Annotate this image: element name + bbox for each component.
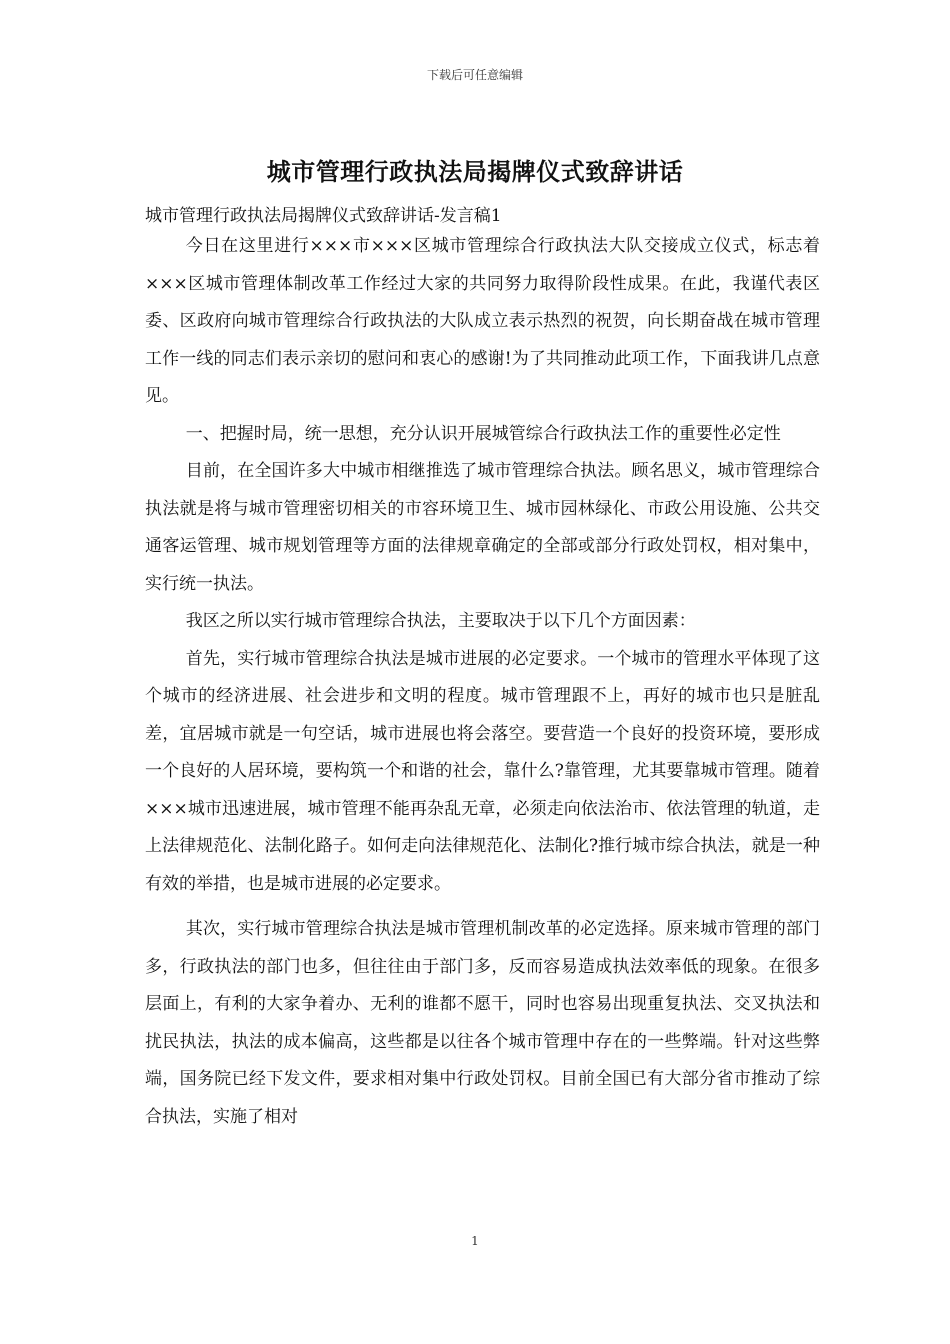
document-body <box>145 228 820 1136</box>
paragraph-section-heading: 一、把握时局，统一思想，充分认识开展城管综合行政执法工作的重要性必定性 <box>185 423 781 444</box>
document-title: 城市管理行政执法局揭牌仪式致辞讲话 <box>266 157 684 186</box>
document-subtitle: 城市管理行政执法局揭牌仪式致辞讲话-发言稿1 <box>145 206 502 226</box>
paragraph-first-reason: 首先，实行城市管理综合执法是城市进展的必定要求。一个城市的管理水平体现了这个城市的经济进展、社会进步和文明的程度。城市管理跟不上，再好的城市也只是脏乱差，宜居城市就是一句空话，城市进展也将会落空。要营造一个良好的投资环境，要形成一个良好的人居环境，要构筑一个和谐的社会，靠什么?靠管理，尤其要靠城市管理。随着×××城市迅速进展，城市管理不能再杂乱无章，必须走向依法治市、依法管理的轨道，走上法律规范化、法制化路子。如何走向法律规范化、法制化?推行城市综合执法，就是一种有效的举措，也是城市进展的必定要求。 <box>145 648 820 894</box>
paragraph-current-status: 目前，在全国许多大中城市相继推选了城市管理综合执法。顾名思义，城市管理综合执法就是将与城市管理密切相关的市容环境卫生、城市园林绿化、市政公用设施、公共交通客运管理、城市规划管理等方面的法律规章确定的全部或部分行政处罚权，相对集中，实行统一执法。 <box>145 461 820 594</box>
page-number: 1 <box>471 1234 479 1248</box>
paragraph-reasons-intro: 我区之所以实行城市管理综合执法，主要取决于以下几个方面因素： <box>185 611 696 631</box>
paragraph-second-reason: 其次，实行城市管理综合执法是城市管理机制改革的必定选择。原来城市管理的部门多，行政执法的部门也多，但往往由于部门多，反而容易造成执法效率低的现象。在很多层面上，有利的大家争着办、无利的谁都不愿干，同时也容易出现重复执法、交叉执法和扰民执法，执法的成本偏高，这些都是以往各个城市管理中存在的一些弊端。针对这些弊端，国务院已经下发文件，要求相对集中行政处罚权。目前全国已有大部分省市推动了综合执法，实施了相对 <box>145 919 820 1127</box>
paragraph-opening: 今日在这里进行×××市×××区城市管理综合行政执法大队交接成立仪式，标志着×××区城市管理体制改革工作经过大家的共同努力取得阶段性成果。在此，我谨代表区委、区政府向城市管理综合行政执法的大队成立表示热烈的祝贺，向长期奋战在城市管理工作一线的同志们表示亲切的慰问和衷心的感谢!为了共同推动此项工作，下面我讲几点意见。 <box>145 236 820 406</box>
header-note: 下载后可任意编辑 <box>426 68 523 82</box>
